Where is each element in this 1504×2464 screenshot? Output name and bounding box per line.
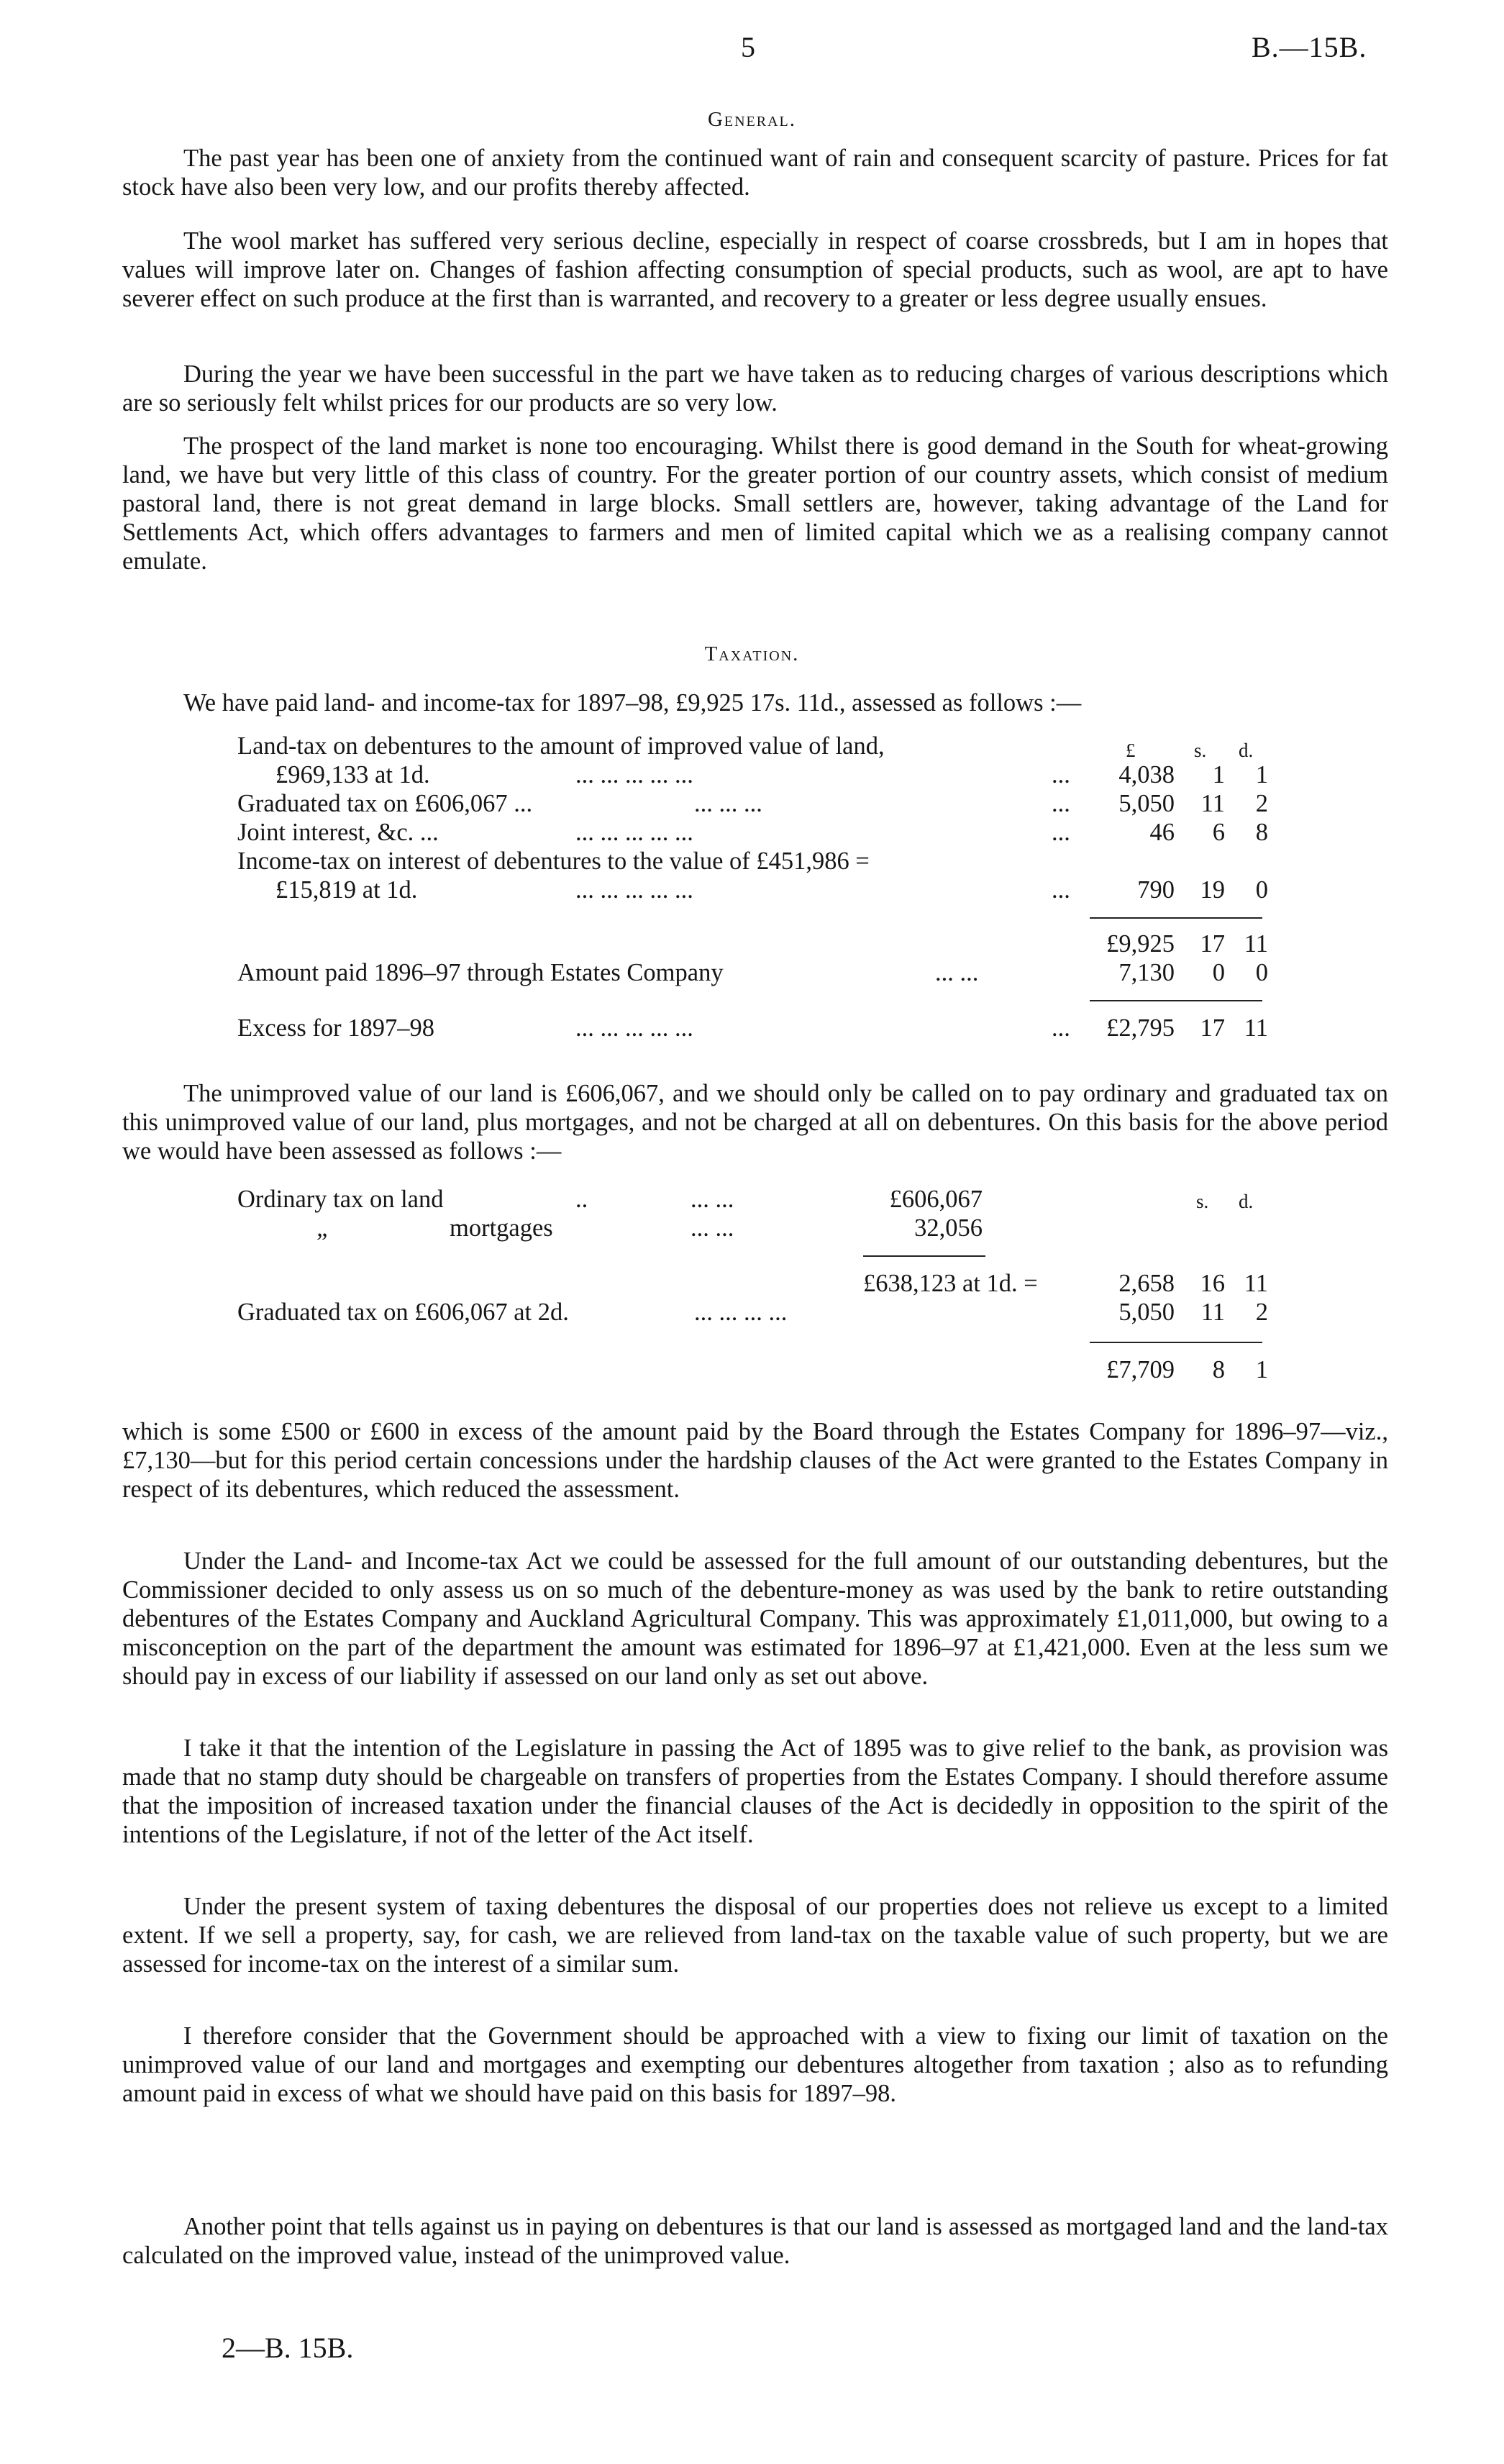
general-paragraph-3: During the year we have been successful in the part we have taken as to reducing charges of various descriptions which are so seriously felt whilst prices for our products are so very low. <box>122 360 1388 417</box>
alternative-total-pounds: £7,709 <box>1106 1356 1175 1383</box>
row-graduated-tax-pounds: 5,050 <box>1118 790 1175 817</box>
row-income-tax-shillings: 19 <box>1200 876 1225 904</box>
column-header-shillings: s. <box>1194 740 1207 761</box>
alternative-total-pence: 1 <box>1255 1356 1268 1383</box>
dot-leader: ... ... ... ... ... <box>575 1014 693 1042</box>
row-graduated-tax-label: Graduated tax on £606,067 ... <box>237 790 533 817</box>
total-paid-pounds: £9,925 <box>1106 930 1175 958</box>
total-paid-pence: 11 <box>1244 930 1268 958</box>
taxation-paragraph-1: which is some £500 or £600 in excess of the amount paid by the Board through the Estates Company for 1896–97—viz., £7,130—but for this period certain concessions under the hardship clauses of the Act were granted to the Estates Company in respect of its debentures, which reduced the assessment. <box>122 1418 1388 1503</box>
row-joint-interest-label: Joint interest, &c. ... <box>237 819 439 846</box>
heading-general: General. <box>707 108 797 131</box>
taxation-paragraph-5: I therefore consider that the Government should be approached with a view to fixing our limit of taxation on the unimproved value of our land and mortgages and exempting our debentures altogether from taxation ; also as to refunding amount paid in excess of what we should have paid on this basis for 1897–98. <box>122 2022 1388 2107</box>
column-header-pence: d. <box>1239 1191 1254 1212</box>
row-land-tax-pounds: 4,038 <box>1118 761 1175 788</box>
taxation-paragraph-4: Under the present system of taxing debentures the disposal of our properties does not relieve us except to a limited extent. If we sell a property, say, for cash, we are relieved from land-tax on the taxable value of such property, but we are assessed for income-tax on the interest of a similar sum. <box>122 1893 1388 1978</box>
unimproved-value-paragraph: The unimproved value of our land is £606,067, and we should only be called on to pay ordinary and graduated tax on this unimproved value of our land, plus mortgages, and not be charged at all on debentures. On this basis for the above period we would have been assessed as follows :— <box>122 1080 1388 1165</box>
heading-taxation: Taxation. <box>704 642 800 665</box>
subtotal-pence: 11 <box>1244 1270 1268 1297</box>
dot-leader: ... <box>1052 1014 1070 1042</box>
document-reference: B.—15B. <box>1252 31 1367 63</box>
general-paragraph-1: The past year has been one of anxiety from the continued want of rain and consequent scarcity of pasture. Prices for fat stock have also been very low, and our profits thereby affected. <box>122 145 1388 201</box>
dot-leader: ... ... ... <box>694 790 762 817</box>
graduated-2d-pence: 2 <box>1255 1299 1268 1326</box>
row-excess-shillings: 17 <box>1200 1014 1225 1042</box>
row-amount-paid-shillings: 0 <box>1212 959 1225 986</box>
column-header-pence: d. <box>1239 740 1254 761</box>
general-paragraph-4: The prospect of the land market is none too encouraging. Whilst there is good demand in the South for wheat-growing land, we have but very little of this class of country. For the greater portion of our country assets, which consist of medium pastoral land, there is not great demand in large blocks. Small settlers are, however, taking advantage of the Land for Settlements Act, which offers advantages to farmers and men of limited capital which we as a realising company cannot emulate. <box>122 432 1388 575</box>
row-graduated-tax-shillings: 11 <box>1200 790 1225 817</box>
row-excess-pounds: £2,795 <box>1106 1014 1175 1042</box>
row-mortgages-label: mortgages <box>450 1214 553 1242</box>
page-number: 5 <box>741 31 755 63</box>
row-graduated-tax-pence: 2 <box>1255 790 1268 817</box>
row-income-tax-label-cont: £15,819 at 1d. <box>275 876 418 904</box>
sum-rule <box>1090 1342 1262 1343</box>
row-amount-paid-pounds: 7,130 <box>1118 959 1175 986</box>
row-excess-pence: 11 <box>1244 1014 1268 1042</box>
column-header-shillings: s. <box>1196 1191 1209 1212</box>
sum-rule <box>863 1255 985 1257</box>
row-joint-interest-pence: 8 <box>1255 819 1268 846</box>
alternative-total-shillings: 8 <box>1212 1356 1225 1383</box>
subtotal-shillings: 16 <box>1200 1270 1225 1297</box>
dot-leader: ... ... <box>691 1214 734 1242</box>
row-land-tax-pence: 1 <box>1255 761 1268 788</box>
dot-leader: .. <box>575 1186 588 1213</box>
column-header-pounds: £ <box>1126 740 1136 761</box>
subtotal-calculation: £638,123 at 1d. = <box>863 1270 1038 1297</box>
row-excess-label: Excess for 1897–98 <box>237 1014 435 1042</box>
sheet-reference: 2—B. 15B. <box>222 2332 354 2364</box>
row-amount-paid-pence: 0 <box>1255 959 1268 986</box>
taxation-intro: We have paid land- and income-tax for 1897–98, £9,925 17s. 11d., assessed as follows :— <box>183 689 1082 717</box>
dot-leader: ... <box>1052 876 1070 904</box>
dot-leader: ... ... ... ... ... <box>575 819 693 846</box>
taxation-paragraph-2: Under the Land- and Income-tax Act we could be assessed for the full amount of our outstanding debentures, but the Commissioner decided to only assess us on so much of the debenture-money as was used by the bank to retire outstanding debentures of the Estates Company and Auckland Agricultural Company. This was approximately £1,011,000, but owing to a misconception on the part of the department the amount was estimated for 1896–97 at £1,421,000. Even at the less sum we should pay in excess of our liability if assessed on our land only as set out above. <box>122 1547 1388 1690</box>
dot-leader: ... <box>1052 790 1070 817</box>
row-income-tax-pounds: 790 <box>1137 876 1175 904</box>
dot-leader: ... ... ... ... <box>694 1299 788 1326</box>
row-land-tax-label-cont: £969,133 at 1d. <box>275 761 430 788</box>
row-land-tax-shillings: 1 <box>1212 761 1225 788</box>
sum-rule <box>1090 1000 1262 1001</box>
dot-leader: ... ... ... ... ... <box>575 761 693 788</box>
row-ordinary-tax-label: Ordinary tax on land <box>237 1186 444 1213</box>
taxation-paragraph-3: I take it that the intention of the Legislature in passing the Act of 1895 was to give relief to the bank, as provision was made that no stamp duty should be chargeable on transfers of properties from the Estates Company. I should therefore assume that the imposition of increased taxation under the financial clauses of the Act is decidedly in opposition to the spirit of the intentions of the Legislature, if not of the letter of the Act itself. <box>122 1735 1388 1848</box>
subtotal-pounds: 2,658 <box>1118 1270 1175 1297</box>
dot-leader: ... ... ... ... ... <box>575 876 693 904</box>
row-income-tax-pence: 0 <box>1255 876 1268 904</box>
total-paid-shillings: 17 <box>1200 930 1225 958</box>
ordinary-tax-value: £606,067 <box>889 1186 983 1213</box>
row-joint-interest-pounds: 46 <box>1149 819 1175 846</box>
dot-leader: ... <box>1052 819 1070 846</box>
mortgages-value: 32,056 <box>914 1214 983 1242</box>
row-graduated-2d-label: Graduated tax on £606,067 at 2d. <box>237 1299 569 1326</box>
row-joint-interest-shillings: 6 <box>1212 819 1225 846</box>
graduated-2d-shillings: 11 <box>1200 1299 1225 1326</box>
graduated-2d-pounds: 5,050 <box>1118 1299 1175 1326</box>
dot-leader: ... ... <box>935 959 979 986</box>
taxation-paragraph-6: Another point that tells against us in paying on debentures is that our land is assessed as mortgaged land and the land-tax calculated on the improved value, instead of the unimproved value. <box>122 2213 1388 2269</box>
dot-leader: ... <box>1052 761 1070 788</box>
row-amount-paid-label: Amount paid 1896–97 through Estates Company <box>237 959 724 986</box>
ditto-mark: „ <box>316 1214 331 1242</box>
row-land-tax-label: Land-tax on debentures to the amount of improved value of land, <box>237 732 885 760</box>
row-income-tax-label: Income-tax on interest of debentures to the value of £451,986 = <box>237 847 870 875</box>
general-paragraph-2: The wool market has suffered very serious decline, especially in respect of coarse crossbreds, but I am in hopes that values will improve later on. Changes of fashion affecting consumption of special products, such as wool, are apt to have severer effect on such produce at the first than is warranted, and recovery to a greater or less degree usually ensues. <box>122 227 1388 312</box>
sum-rule <box>1090 917 1262 919</box>
dot-leader: ... ... <box>691 1186 734 1213</box>
